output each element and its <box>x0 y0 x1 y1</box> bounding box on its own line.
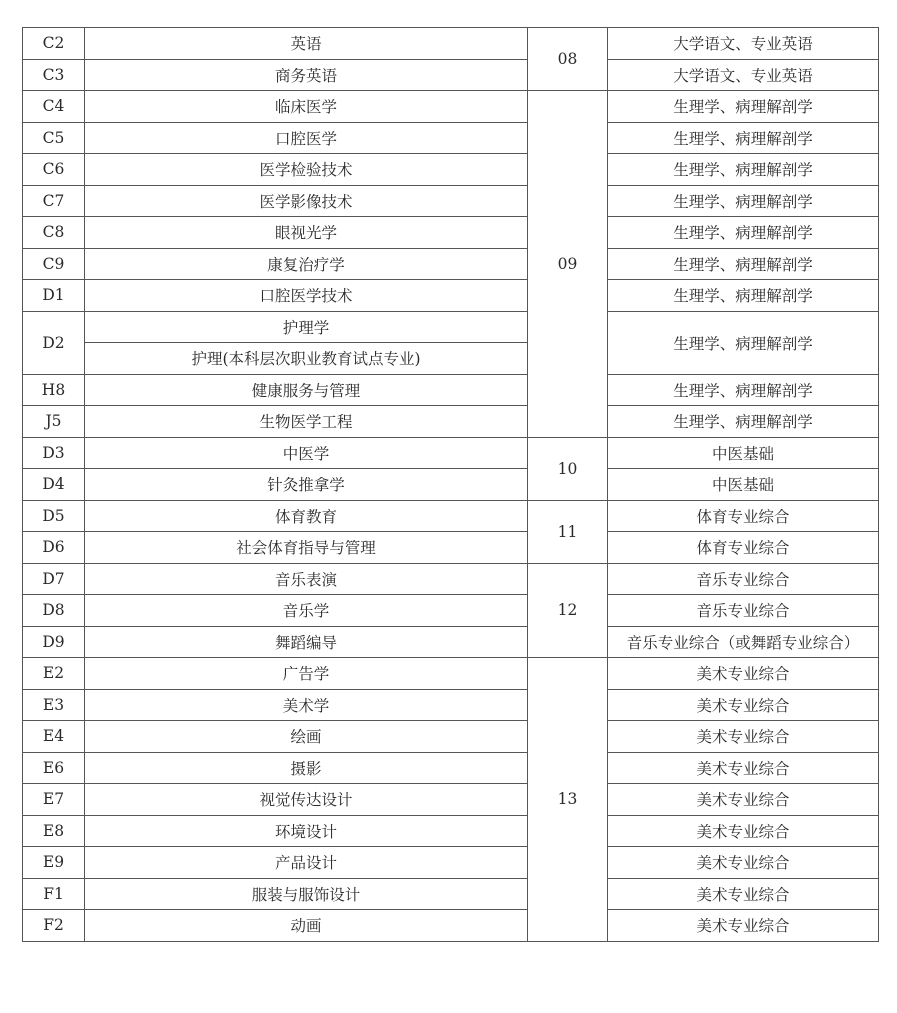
table-row <box>23 847 879 879</box>
major-name-cell: 商务英语 <box>85 59 528 91</box>
exam-subject-cell: 生理学、病理解剖学 <box>608 280 879 312</box>
exam-subject-cell: 生理学、病理解剖学 <box>608 217 879 249</box>
major-code-cell: F2 <box>23 910 85 942</box>
major-code-cell: C3 <box>23 59 85 91</box>
exam-subject-cell: 美术专业综合 <box>608 784 879 816</box>
table-row <box>23 91 879 123</box>
major-code-cell: E3 <box>23 689 85 721</box>
exam-subject-cell: 美术专业综合 <box>608 689 879 721</box>
major-code-cell: D2 <box>23 311 85 374</box>
major-name-cell: 护理(本科层次职业教育试点专业) <box>85 343 528 375</box>
table-row <box>23 500 879 532</box>
major-code-cell: C9 <box>23 248 85 280</box>
exam-subject-cell: 美术专业综合 <box>608 752 879 784</box>
subject-group-cell: 11 <box>528 500 608 563</box>
major-name-cell: 医学检验技术 <box>85 154 528 186</box>
major-code-cell: E9 <box>23 847 85 879</box>
subject-group-cell: 10 <box>528 437 608 500</box>
table-row <box>23 280 879 312</box>
major-name-cell: 护理学 <box>85 311 528 343</box>
major-name-cell: 口腔医学技术 <box>85 280 528 312</box>
major-name-cell: 美术学 <box>85 689 528 721</box>
major-code-cell: D3 <box>23 437 85 469</box>
table-row <box>23 910 879 942</box>
exam-subject-cell: 音乐专业综合（或舞蹈专业综合） <box>608 626 879 658</box>
exam-subject-cell: 中医基础 <box>608 437 879 469</box>
table-row <box>23 28 879 60</box>
exam-subject-cell: 美术专业综合 <box>608 658 879 690</box>
exam-subject-cell: 美术专业综合 <box>608 878 879 910</box>
major-name-cell: 绘画 <box>85 721 528 753</box>
major-name-cell: 体育教育 <box>85 500 528 532</box>
exam-subject-cell: 音乐专业综合 <box>608 563 879 595</box>
exam-subject-cell: 生理学、病理解剖学 <box>608 374 879 406</box>
exam-subject-cell: 美术专业综合 <box>608 847 879 879</box>
major-name-cell: 环境设计 <box>85 815 528 847</box>
major-name-cell: 产品设计 <box>85 847 528 879</box>
subject-group-cell: 09 <box>528 91 608 438</box>
major-name-cell: 康复治疗学 <box>85 248 528 280</box>
table-row <box>23 815 879 847</box>
table-row <box>23 563 879 595</box>
table-row <box>23 437 879 469</box>
major-name-cell: 摄影 <box>85 752 528 784</box>
major-code-cell: D4 <box>23 469 85 501</box>
major-code-cell: F1 <box>23 878 85 910</box>
exam-subject-cell: 体育专业综合 <box>608 500 879 532</box>
table-row <box>23 752 879 784</box>
major-name-cell: 广告学 <box>85 658 528 690</box>
major-name-cell: 动画 <box>85 910 528 942</box>
major-code-cell: E8 <box>23 815 85 847</box>
table-row <box>23 784 879 816</box>
table-row <box>23 532 879 564</box>
exam-subject-cell: 生理学、病理解剖学 <box>608 154 879 186</box>
major-code-cell: E6 <box>23 752 85 784</box>
major-code-cell: D8 <box>23 595 85 627</box>
major-name-cell: 生物医学工程 <box>85 406 528 438</box>
major-code-cell: D1 <box>23 280 85 312</box>
exam-subject-cell: 生理学、病理解剖学 <box>608 122 879 154</box>
exam-subject-cell: 体育专业综合 <box>608 532 879 564</box>
table-row <box>23 595 879 627</box>
major-code-cell: E4 <box>23 721 85 753</box>
table-row <box>23 374 879 406</box>
table-row <box>23 626 879 658</box>
major-name-cell: 口腔医学 <box>85 122 528 154</box>
table-row <box>23 217 879 249</box>
exam-subject-cell: 美术专业综合 <box>608 910 879 942</box>
major-code-cell: E7 <box>23 784 85 816</box>
table-body <box>23 28 879 942</box>
table-row <box>23 248 879 280</box>
major-code-cell: C7 <box>23 185 85 217</box>
major-code-cell: C2 <box>23 28 85 60</box>
major-name-cell: 中医学 <box>85 437 528 469</box>
major-name-cell: 社会体育指导与管理 <box>85 532 528 564</box>
table-row <box>23 689 879 721</box>
exam-subject-cell: 中医基础 <box>608 469 879 501</box>
table-row <box>23 658 879 690</box>
exam-subject-cell: 生理学、病理解剖学 <box>608 248 879 280</box>
major-name-cell: 舞蹈编导 <box>85 626 528 658</box>
subject-group-cell: 13 <box>528 658 608 942</box>
major-name-cell: 健康服务与管理 <box>85 374 528 406</box>
major-code-cell: E2 <box>23 658 85 690</box>
table-row <box>23 469 879 501</box>
major-code-cell: C8 <box>23 217 85 249</box>
major-code-cell: J5 <box>23 406 85 438</box>
exam-subject-cell: 音乐专业综合 <box>608 595 879 627</box>
exam-subject-cell: 生理学、病理解剖学 <box>608 406 879 438</box>
major-name-cell: 服装与服饰设计 <box>85 878 528 910</box>
major-name-cell: 针灸推拿学 <box>85 469 528 501</box>
table-row <box>23 721 879 753</box>
major-name-cell: 视觉传达设计 <box>85 784 528 816</box>
table-row <box>23 311 879 343</box>
major-name-cell: 医学影像技术 <box>85 185 528 217</box>
major-name-cell: 音乐表演 <box>85 563 528 595</box>
subject-group-cell: 12 <box>528 563 608 658</box>
exam-subject-cell: 美术专业综合 <box>608 815 879 847</box>
table-row <box>23 59 879 91</box>
subject-group-cell: 08 <box>528 28 608 91</box>
exam-subject-cell: 美术专业综合 <box>608 721 879 753</box>
major-code-cell: D9 <box>23 626 85 658</box>
major-code-cell: D7 <box>23 563 85 595</box>
table-row <box>23 185 879 217</box>
major-code-cell: D5 <box>23 500 85 532</box>
table-row <box>23 122 879 154</box>
major-code-cell: C5 <box>23 122 85 154</box>
exam-subject-cell: 生理学、病理解剖学 <box>608 311 879 374</box>
major-code-cell: C6 <box>23 154 85 186</box>
major-name-cell: 眼视光学 <box>85 217 528 249</box>
table-row <box>23 154 879 186</box>
major-name-cell: 临床医学 <box>85 91 528 123</box>
major-exam-table <box>22 27 879 942</box>
table-row <box>23 878 879 910</box>
table-row <box>23 406 879 438</box>
exam-subject-cell: 生理学、病理解剖学 <box>608 91 879 123</box>
exam-subject-cell: 生理学、病理解剖学 <box>608 185 879 217</box>
major-code-cell: C4 <box>23 91 85 123</box>
major-name-cell: 英语 <box>85 28 528 60</box>
major-code-cell: D6 <box>23 532 85 564</box>
exam-subject-cell: 大学语文、专业英语 <box>608 28 879 60</box>
exam-subject-cell: 大学语文、专业英语 <box>608 59 879 91</box>
major-name-cell: 音乐学 <box>85 595 528 627</box>
major-code-cell: H8 <box>23 374 85 406</box>
